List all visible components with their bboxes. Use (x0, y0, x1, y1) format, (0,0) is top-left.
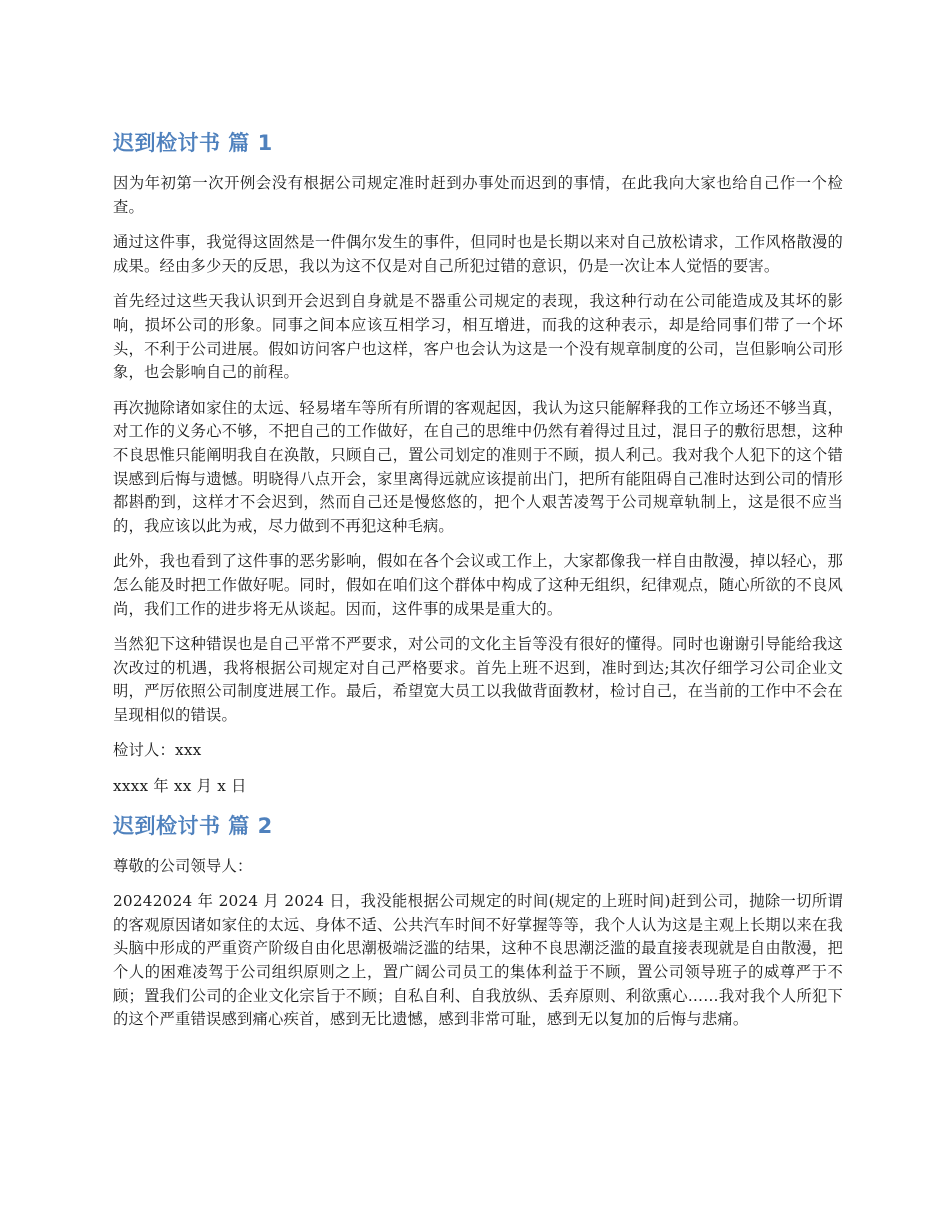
paragraph: 当然犯下这种错误也是自己平常不严要求，对公司的文化主旨等没有很好的懂得。同时也谢谢引导能给我这次改过的机遇，我将根据公司规定对自己严格要求。首先上班不迟到，准时到达;其次仔细学习公司企业文明，严厉依照公司制度进展工作。最后，希望宽大员工以我做背面教材，检讨自己，在当前的工作中不会在呈现相似的错误。 (113, 635, 843, 724)
section-heading: 迟到检讨书 篇 1 (113, 131, 273, 155)
section-heading: 迟到检讨书 篇 2 (113, 813, 273, 838)
section-2 (113, 811, 843, 1032)
paragraph: 再次抛除诸如家住的太远、轻易堵车等所有所谓的客观起因，我认为这只能解释我的工作立场还不够当真，对工作的义务心不够，不把自己的工作做好，在自己的思维中仍然有着得过且过，混日子的敷衍思想，这种不良思惟只能阐明我自在涣散，只顾自己，置公司划定的准则于不顾，损人利己。我对我个人犯下的这个错误感到后悔与遗憾。明晓得八点开会，家里离得远就应该提前出门，把所有能阻碍自己准时达到公司的情形都斟酌到，这样才不会迟到，然而自己还是慢悠悠的，把个人艰苦凌驾于公司规章轨制上，这是很不应当的，我应该以此为戒，尽力做到不再犯这种毛病。 (113, 398, 843, 535)
date-line: xxxx 年 xx 月 x 日 (113, 777, 247, 796)
paragraph: 通过这件事，我觉得这固然是一件偶尔发生的事件，但同时也是长期以来对自己放松请求，工作风格散漫的成果。经由多少天的反思，我以为这不仅是对自己所犯过错的意识，仍是一次让本人觉悟的要害。 (113, 233, 843, 275)
signature-line: 检讨人：xxx (113, 741, 202, 760)
paragraph: 因为年初第一次开例会没有根据公司规定准时赶到办事处而迟到的事情，在此我向大家也给自己作一个检查。 (113, 174, 843, 216)
salutation: 尊敬的公司领导人： (113, 856, 253, 875)
paragraph: 首先经过这些天我认识到开会迟到自身就是不器重公司规定的表现，我这种行动在公司能造成及其坏的影响，损坏公司的形象。同事之间本应该互相学习，相互增进，而我的这种表示，却是给同事们带了一个坏头，不利于公司进展。假如访问客户也这样，客户也会认为这是一个没有规章制度的公司，岂但影响公司形象，也会影响自己的前程。 (113, 292, 843, 382)
paragraph: 此外，我也看到了这件事的恶劣影响，假如在各个会议或工作上，大家都像我一样自由散漫，掉以轻心，那怎么能及时把工作做好呢。同时，假如在咱们这个群体中构成了这种无组织，纪律观点，随心所欲的不良风尚，我们工作的进步将无从谈起。因而，这件事的成果是重大的。 (113, 552, 843, 618)
section-1 (113, 128, 843, 799)
document-page (113, 128, 843, 1044)
paragraph: 20242024 年 2024 月 2024 日，我没能根据公司规定的时间(规定的上班时间)赶到公司，抛除一切所谓的客观原因诸如家住的太远、身体不适、公共汽车时间不好掌握等等，我个人认为这是主观上长期以来在我头脑中形成的严重资产阶级自由化思潮极端泛滥的结果，这种不良思潮泛滥的最直接表现就是自由散漫，把个人的困难凌驾于公司组织原则之上，置广阔公司员工的集体利益于不顾，置公司领导班子的威尊严于不顾；置我们公司的企业文化宗旨于不顾；自私自利、自我放纵、丢弃原则、利欲熏心……我对我个人所犯下的这个严重错误感到痛心疾首，感到无比遗憾，感到非常可耻，感到无以复加的后悔与悲痛。 (113, 892, 843, 1029)
